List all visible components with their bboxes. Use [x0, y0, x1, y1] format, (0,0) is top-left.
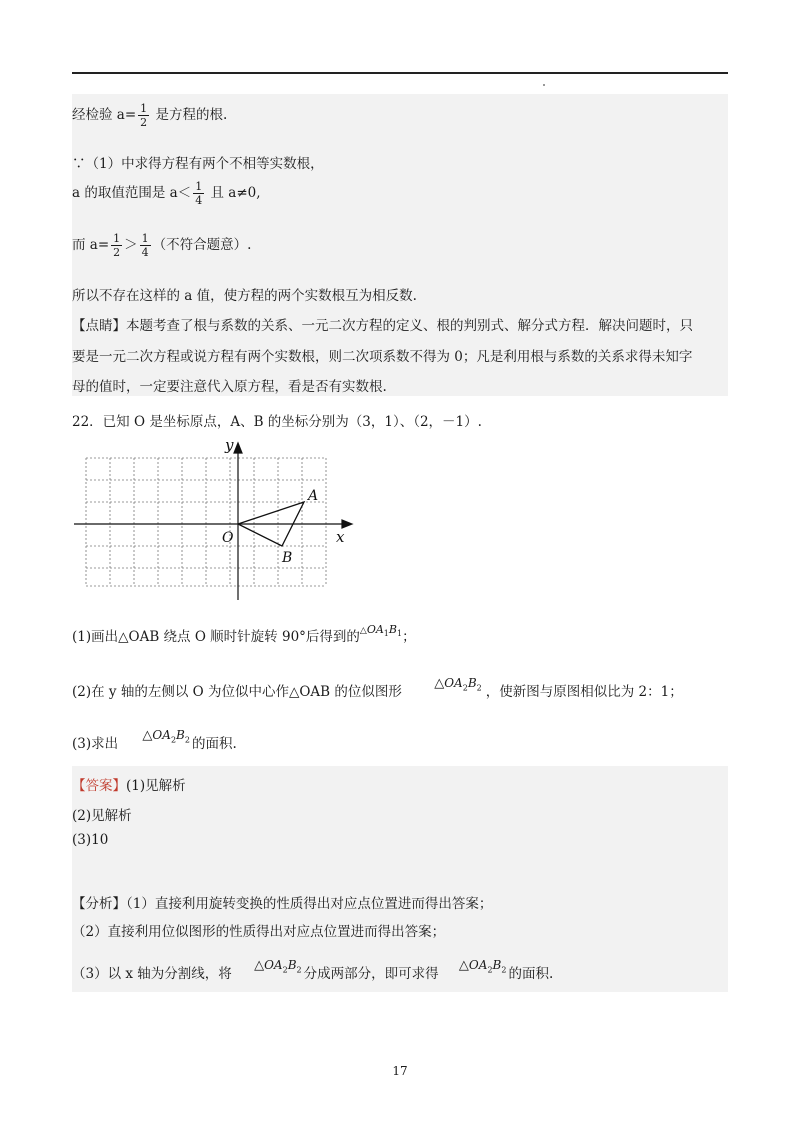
fraction: $\frac{1}{4}$ — [141, 232, 149, 259]
x-axis-label: x — [336, 528, 345, 546]
prev-solution-block — [72, 94, 728, 396]
fraction: $\frac{1}{4}$ — [195, 180, 203, 207]
part-2: (2)在 y 轴的左侧以 O 为位似中心作△OAB 的位似图形 $\triangle OA_2B_2$ ，使新图与原图相似比为 2：1； — [72, 676, 683, 700]
header-dot — [543, 84, 545, 86]
point-a-label: A — [308, 488, 319, 504]
solution-line-1: 经检验 a= $\frac{1}{2}$ 是方程的根. — [72, 102, 228, 129]
dianjing-line-3: 母的值时，一定要注意代入原方程，看是否有实数根. — [72, 379, 387, 395]
part-1: (1)画出△OAB 绕点 O 顺时针旋转 90°后得到的$^{\triangle OA_1B_1}$； — [72, 623, 416, 645]
answer-line-1: 【答案】(1)见解析 — [72, 778, 186, 794]
dianjing-line-1: 【点睛】本题考查了根与系数的关系、一元二次方程的定义、根的判别式、解分式方程．解决问题时，只 — [72, 318, 693, 334]
part-3: (3)求出 $\triangle OA_2B_2$ 的面积. — [72, 728, 237, 752]
analysis-line-3: （3）以 x 轴为分割线，将 $\triangle OA_2B_2$ 分成两部分，即可求得 $\triangle OA_2B_2$ 的面积. — [72, 958, 554, 982]
fraction: $\frac{1}{2}$ — [140, 102, 148, 129]
fraction: $\frac{1}{2}$ — [113, 232, 121, 259]
analysis-line-1: 【分析】（1）直接利用旋转变换的性质得出对应点位置进而得出答案； — [72, 896, 493, 912]
solution-line-5: 所以不存在这样的 a 值，使方程的两个实数根互为相反数. — [72, 288, 417, 304]
triangle-oa2b2: $\triangle OA_2B_2$ — [434, 676, 482, 693]
triangle-oa2b2: $\triangle OA_2B_2$ — [254, 958, 302, 975]
triangle-oa1b1: △OA1B1 — [359, 623, 403, 639]
answer-tag: 【答案】 — [72, 778, 126, 794]
dianjing-line-2: 要是一元二次方程或说方程有两个实数根，则二次项系数不得为 0；凡是利用根与系数的关系求得未知字 — [72, 349, 693, 365]
answer-line-2: (2)见解析 — [72, 808, 132, 824]
triangle-oa2b2: $\triangle OA_2B_2$ — [142, 728, 190, 745]
origin-label: O — [222, 530, 234, 546]
question-stem: 22．已知 O 是坐标原点，A、B 的坐标分别为（3，1）、（2，－1）. — [72, 414, 482, 430]
coordinate-grid-figure — [70, 436, 370, 606]
y-axis-label: y — [225, 436, 234, 454]
triangle-oa2b2: $\triangle OA_2B_2$ — [458, 958, 507, 975]
page-number: 17 — [392, 1064, 408, 1078]
answer-line-3: (3)10 — [72, 832, 109, 848]
solution-line-3: a 的取值范围是 a＜ $\frac{1}{4}$ 且 a≠0, — [72, 180, 261, 207]
answer-block — [72, 766, 728, 992]
solution-line-2: ∵（1）中求得方程有两个不相等实数根， — [72, 156, 324, 172]
solution-line-4: 而 a= $\frac{1}{2}$ ＞ $\frac{1}{4}$ （不符合题意）. — [72, 232, 252, 259]
header-rule — [72, 72, 728, 74]
analysis-line-2: （2）直接利用位似图形的性质得出对应点位置进而得出答案； — [72, 924, 446, 940]
point-b-label: B — [282, 550, 293, 566]
